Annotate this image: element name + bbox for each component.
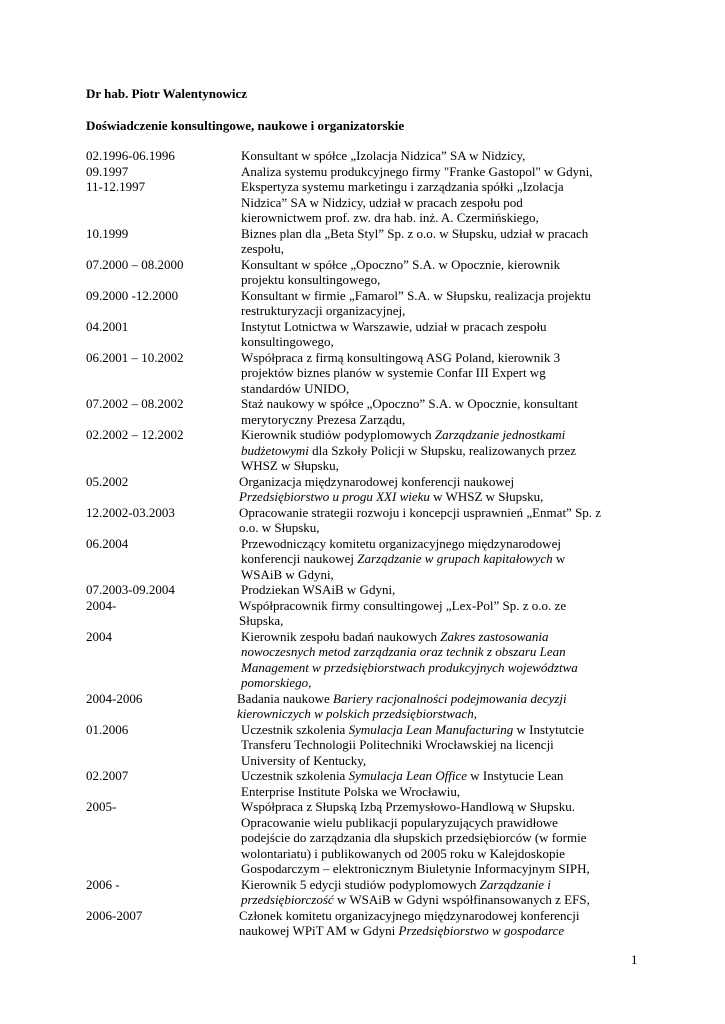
entry-date: 07.2002 – 08.2002 (86, 396, 184, 411)
entry-description (237, 505, 646, 536)
entry-date: 2004-2006 (86, 690, 143, 706)
entry-text: Uczestnik szkolenia (241, 768, 349, 783)
experience-entry (86, 427, 646, 474)
entry-date: 06.2001 – 10.2002 (86, 349, 184, 365)
entry-date: 04.2001 (86, 318, 129, 334)
experience-entry (86, 536, 646, 583)
entry-date: 05.2002 (86, 473, 129, 489)
entry-description (237, 877, 646, 908)
experience-entry (86, 582, 646, 598)
entry-italic-title: Przedsiębiorstwo u progu XXI wieku (239, 489, 430, 504)
experience-entry (86, 319, 646, 350)
entry-date: 09.1997 (86, 163, 129, 179)
entry-text: Ekspertyza systemu marketingu i zarządzania spółki „Izolacja Nidzica” SA w Nidzicy, udział w pracach zespołu pod kierownictwem prof. zw. dra hab. inż. A. Czermińskiego, (241, 179, 564, 225)
entry-date: 07.2000 – 08.2000 (86, 256, 184, 272)
section-heading: Doświadczenie konsultingowe, naukowe i organizatorskie (86, 118, 405, 133)
entry-text: Prodziekan WSAiB w Gdyni, (241, 582, 396, 597)
experience-entry (86, 908, 646, 939)
entry-description (237, 908, 646, 939)
entry-text: Konsultant w spółce „Izolacja Nidzica” SA w Nidzicy, (241, 148, 526, 163)
entry-description (237, 396, 646, 427)
entry-text: Kierownik zespołu badań naukowych (241, 628, 441, 644)
entry-date: 10.1999 (86, 225, 129, 241)
experience-entry (86, 598, 646, 629)
entry-date: 02.2002 – 12.2002 (86, 427, 184, 442)
author-name: Dr hab. Piotr Walentynowicz (86, 86, 248, 101)
experience-entry (86, 288, 646, 319)
entry-description (237, 629, 646, 691)
entry-italic-title: Przedsiębiorstwo w gospodarce (398, 923, 565, 938)
entry-italic-title: Symulacja Lean Office (348, 768, 467, 783)
entry-description (237, 179, 646, 226)
entry-text: Członek komitetu organizacyjnego międzynarodowej konferencji naukowej WPiT AM w Gdyni (239, 907, 580, 938)
entry-text: Przewodniczący komitetu organizacyjnego międzynarodowej konferencji naukowej (241, 535, 561, 566)
experience-entry (86, 396, 646, 427)
entry-text: dla Szkoły Policji w Słupsku, realizowanych przez WHSZ w Słupsku, (241, 442, 577, 473)
experience-list (86, 148, 646, 939)
entry-text: Analiza systemu produkcyjnego firmy "Franke Gastopol" w Gdyni, (241, 163, 593, 179)
entry-date: 07.2003-09.2004 (86, 582, 175, 597)
entry-text: Uczestnik szkolenia (241, 721, 349, 737)
experience-entry (86, 722, 646, 769)
entry-text: Kierownik 5 edycji studiów podyplomowych (241, 876, 480, 892)
entry-description (237, 319, 646, 350)
entry-description (237, 722, 646, 769)
experience-entry (86, 768, 646, 799)
entry-text: w Instytucie Lean Enterprise Institute Polska we Wrocławiu, (241, 768, 564, 799)
entry-description (237, 691, 646, 722)
experience-entry (86, 257, 646, 288)
entry-description (237, 257, 646, 288)
entry-date: 2006-2007 (86, 907, 143, 923)
experience-entry (86, 226, 646, 257)
entry-date: 2005- (86, 799, 117, 814)
entry-description (237, 474, 646, 505)
entry-description (237, 536, 646, 583)
page-number: 1 (631, 952, 638, 967)
entry-date: 2004- (86, 597, 117, 613)
entry-italic-title: Bariery racjonalności podejmowania decyzji kierowniczych w polskich przedsiębiorstwach, (237, 690, 567, 721)
entry-description (237, 768, 646, 799)
entry-description (237, 148, 646, 164)
entry-text: Organizacja międzynarodowej konferencji naukowej (239, 473, 515, 489)
experience-entry (86, 505, 646, 536)
experience-entry (86, 179, 646, 226)
entry-date: 11-12.1997 (86, 179, 146, 194)
entry-text: Współpraca z Słupską Izbą Przemysłowo-Handlową w Słupsku. Opracowanie wielu publikacji popularyzujących prawidłowe podejście do zarządzania dla słupskich przedsiębiorców (w formie wolontariatu) i publikowanych od 2005 roku w Kalejdoskopie Gospodarczym – elektronicznym Biuletynie Informacyjnym SIPH, (241, 799, 590, 876)
entry-text: Instytut Lotnictwa w Warszawie, udział w pracach zespołu konsultingowego, (241, 318, 547, 349)
entry-text: Współpraca z firmą konsultingową ASG Poland, kierownik 3 projektów biznes planów w systemie Confar III Expert wg standardów UNIDO, (241, 349, 561, 396)
entry-text: w WSAiB w Gdyni współfinansowanych z EFS, (333, 892, 590, 907)
entry-italic-title: Zarządzanie jednostkami budżetowymi (241, 427, 566, 458)
entry-description (237, 582, 646, 598)
experience-entry (86, 148, 646, 164)
entry-text: w WSAiB w Gdyni, (241, 551, 566, 582)
entry-description (237, 799, 646, 877)
entry-text: Konsultant w spółce „Opoczno” S.A. w Opocznie, kierownik projektu konsultingowego, (241, 256, 561, 287)
entry-text: w Instytutcie Transferu Technologii Politechniki Wrocławskiej na licencji University of Kentucky, (241, 721, 584, 768)
entry-italic-title: Zarządzanie w grupach kapitałowych (357, 551, 553, 566)
entry-text: Biznes plan dla „Beta Styl” Sp. z o.o. w Słupsku, udział w pracach zespołu, (241, 225, 589, 256)
entry-text: Kierownik studiów podyplomowych (241, 427, 435, 442)
entry-date: 09.2000 -12.2000 (86, 287, 179, 303)
entry-date: 02.2007 (86, 768, 129, 783)
experience-entry (86, 877, 646, 908)
entry-text: Współpracownik firmy consultingowej „Lex-Pol” Sp. z o.o. ze Słupska, (239, 597, 567, 628)
entry-date: 01.2006 (86, 721, 129, 737)
entry-italic-title: Zakres zastosowania nowoczesnych metod zarządzania oraz technik z obszaru Lean Management w przedsiębiorstwach produkcyjnych województwa pomorskiego (241, 628, 578, 690)
entry-text: w WHSZ w Słupsku, (429, 489, 544, 504)
entry-text: Konsultant w firmie „Famarol” S.A. w Słupsku, realizacja projektu restrukturyzacji organizacyjnej, (241, 287, 591, 318)
entry-date: 2006 - (86, 876, 120, 892)
entry-text: Badania naukowe (237, 690, 334, 706)
experience-entry (86, 629, 646, 691)
entry-italic-title: Symulacja Lean Manufacturing (348, 721, 514, 737)
experience-entry (86, 164, 646, 180)
entry-date: 06.2004 (86, 535, 129, 551)
entry-description (237, 288, 646, 319)
entry-description (237, 427, 646, 474)
entry-date: 02.1996-06.1996 (86, 148, 175, 163)
entry-description (237, 226, 646, 257)
experience-entry (86, 350, 646, 397)
entry-date: 2004 (86, 628, 112, 644)
entry-description (237, 164, 646, 180)
entry-description (237, 598, 646, 629)
experience-entry (86, 474, 646, 505)
experience-entry (86, 799, 646, 877)
entry-date: 12.2002-03.2003 (86, 504, 175, 520)
entry-text: Staż naukowy w spółce „Opoczno” S.A. w Opocznie, konsultant merytoryczny Prezesa Zarządu, (241, 396, 578, 427)
entry-text: , (308, 675, 312, 690)
experience-entry (86, 691, 646, 722)
entry-text: Opracowanie strategii rozwoju i koncepcji usprawnień „Enmat” Sp. z o.o. w Słupsku, (239, 504, 602, 535)
entry-italic-title: Zarządzanie i przedsiębiorczość (241, 876, 551, 907)
entry-description (237, 350, 646, 397)
